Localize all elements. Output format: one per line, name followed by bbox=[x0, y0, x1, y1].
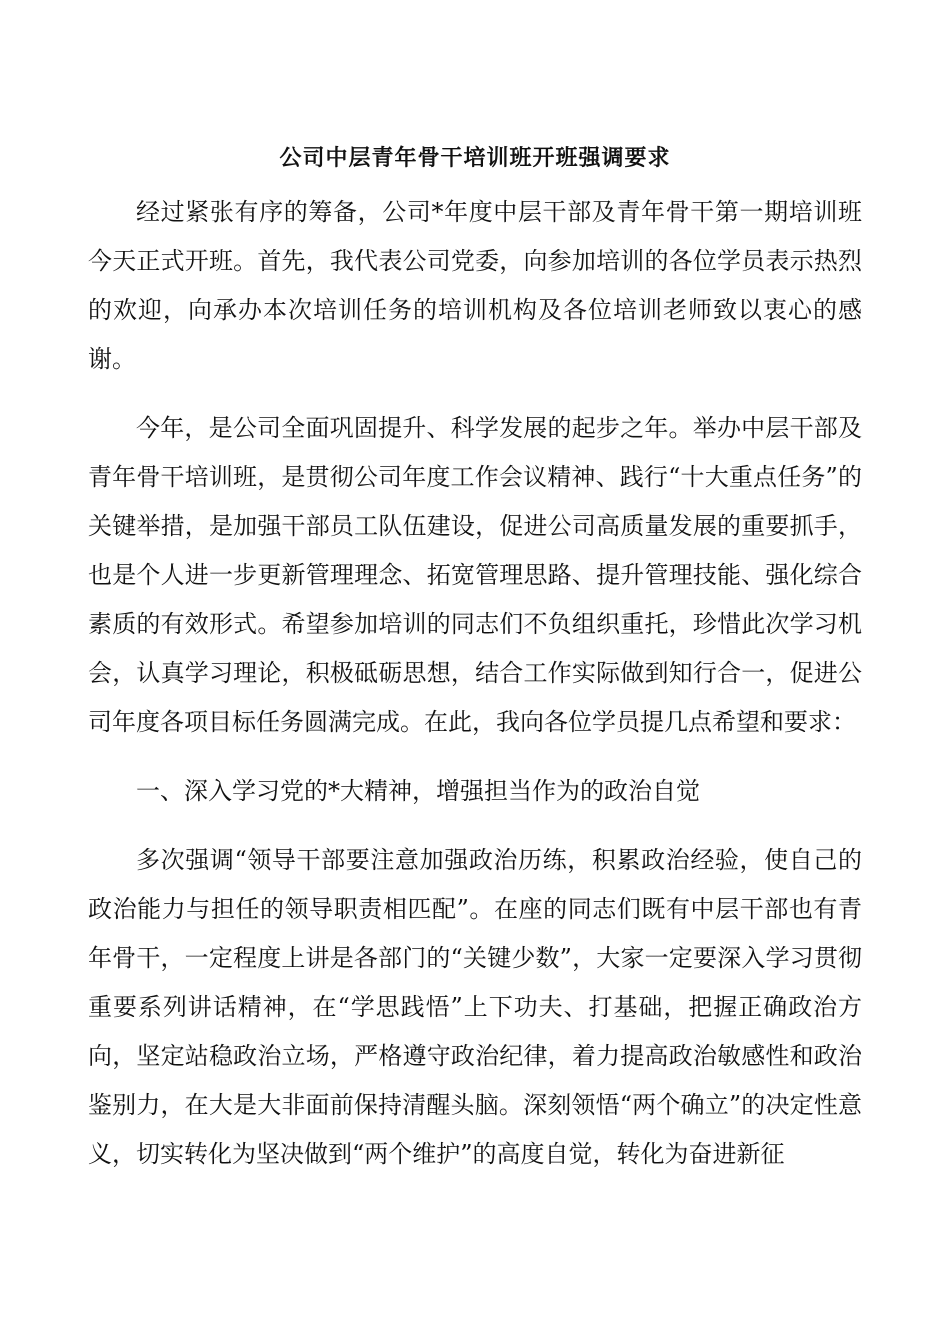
paragraph-background: 今年，是公司全面巩固提升、科学发展的起步之年。举办中层干部及青年骨干培训班，是贯彻公司年度工作会议精神、践行“十大重点任务”的关键举措，是加强干部员工队伍建设，促进公司高质量发展的重要抓手，也是个人进一步更新管理理念、拓宽管理思路、提升管理技能、强化综合素质的有效形式。希望参加培训的同志们不负组织重托，珍惜此次学习机会，认真学习理论，积极砥砺思想，结合工作实际做到知行合一，促进公司年度各项目标任务圆满完成。在此，我向各位学员提几点希望和要求： bbox=[88, 414, 862, 736]
document-title: 公司中层青年骨干培训班开班强调要求 bbox=[279, 145, 671, 171]
section-heading-1: 一、深入学习党的*大精神，增强担当作为的政治自觉 bbox=[136, 777, 700, 805]
paragraph-opening: 经过紧张有序的筹备，公司*年度中层干部及青年骨干第一期培训班今天正式开班。首先，我代表公司党委，向参加培训的各位学员表示热烈的欢迎，向承办本次培训任务的培训机构及各位培训老师致以衷心的感谢。 bbox=[88, 198, 862, 373]
paragraph-gap bbox=[88, 747, 862, 767]
paragraph-gap bbox=[88, 384, 862, 404]
paragraph-section-1: 多次强调“领导干部要注意加强政治历练，积累政治经验，使自己的政治能力与担任的领导职责相匹配”。在座的同志们既有中层干部也有青年骨干，一定程度上讲是各部门的“关键少数”，大家一定要深入学习贯彻重要系列讲话精神，在“学思践悟”上下功夫、打基础，把握正确政治方向，坚定站稳政治立场，严格遵守政治纪律，着力提高政治敏感性和政治鉴别力，在大是大非面前保持清醒头脑。深刻领悟“两个确立”的决定性意义，切实转化为坚决做到“两个维护”的高度自觉，转化为奋进新征 bbox=[88, 846, 862, 1168]
document-body bbox=[88, 188, 862, 1179]
paragraph-gap bbox=[88, 816, 862, 836]
